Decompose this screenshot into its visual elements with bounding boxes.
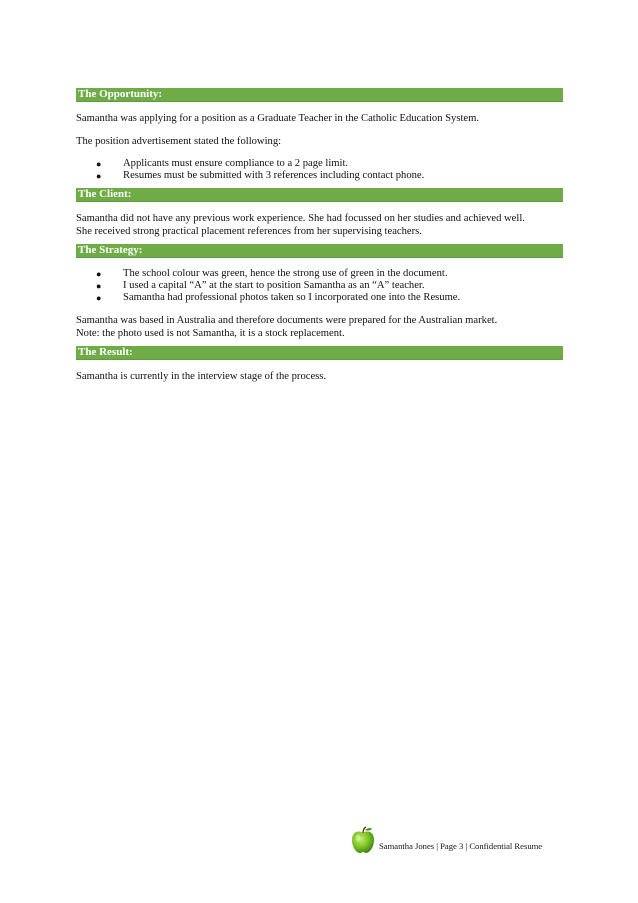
list-item: ● I used a capital “A” at the start to position Samantha as an “A” teacher. — [96, 280, 425, 291]
section-heading-strategy: The Strategy: — [76, 244, 563, 258]
opportunity-paragraph-2: The position advertisement stated the following: — [76, 136, 282, 147]
list-item: ● Samantha had professional photos taken so I incorporated one into the Resume. — [96, 292, 461, 303]
bullet-icon: ● — [96, 281, 102, 291]
strategy-line-1: Samantha was based in Australia and therefore documents were prepared for the Australian market. — [76, 315, 498, 326]
opportunity-paragraph-1: Samantha was applying for a position as a Graduate Teacher in the Catholic Education System. — [76, 113, 479, 124]
bullet-icon: ● — [96, 293, 102, 303]
list-item: ● Applicants must ensure compliance to a 2 page limit. — [96, 158, 349, 169]
page-footer — [350, 826, 565, 856]
strategy-bullet-list — [76, 268, 563, 304]
list-item: ● Resumes must be submitted with 3 references including contact phone. — [96, 170, 425, 181]
opportunity-bullet-list — [76, 158, 563, 182]
result-paragraph: Samantha is currently in the interview stage of the process. — [76, 371, 327, 382]
green-apple-icon — [350, 826, 376, 854]
client-line-1: Samantha did not have any previous work experience. She had focussed on her studies and achieved well. — [76, 213, 525, 224]
section-heading-client: The Client: — [76, 188, 563, 202]
strategy-line-2: Note: the photo used is not Samantha, it is a stock replacement. — [76, 328, 345, 339]
section-heading-opportunity: The Opportunity: — [76, 88, 563, 102]
bullet-icon: ● — [96, 269, 102, 279]
bullet-icon: ● — [96, 159, 102, 169]
bullet-icon: ● — [96, 171, 102, 181]
footer-text: Samantha Jones | Page 3 | Confidential Resume — [379, 841, 543, 851]
list-item: ● The school colour was green, hence the strong use of green in the document. — [96, 268, 448, 279]
client-line-2: She received strong practical placement references from her supervising teachers. — [76, 226, 422, 237]
section-heading-result: The Result: — [76, 346, 563, 360]
document-page — [76, 88, 563, 383]
